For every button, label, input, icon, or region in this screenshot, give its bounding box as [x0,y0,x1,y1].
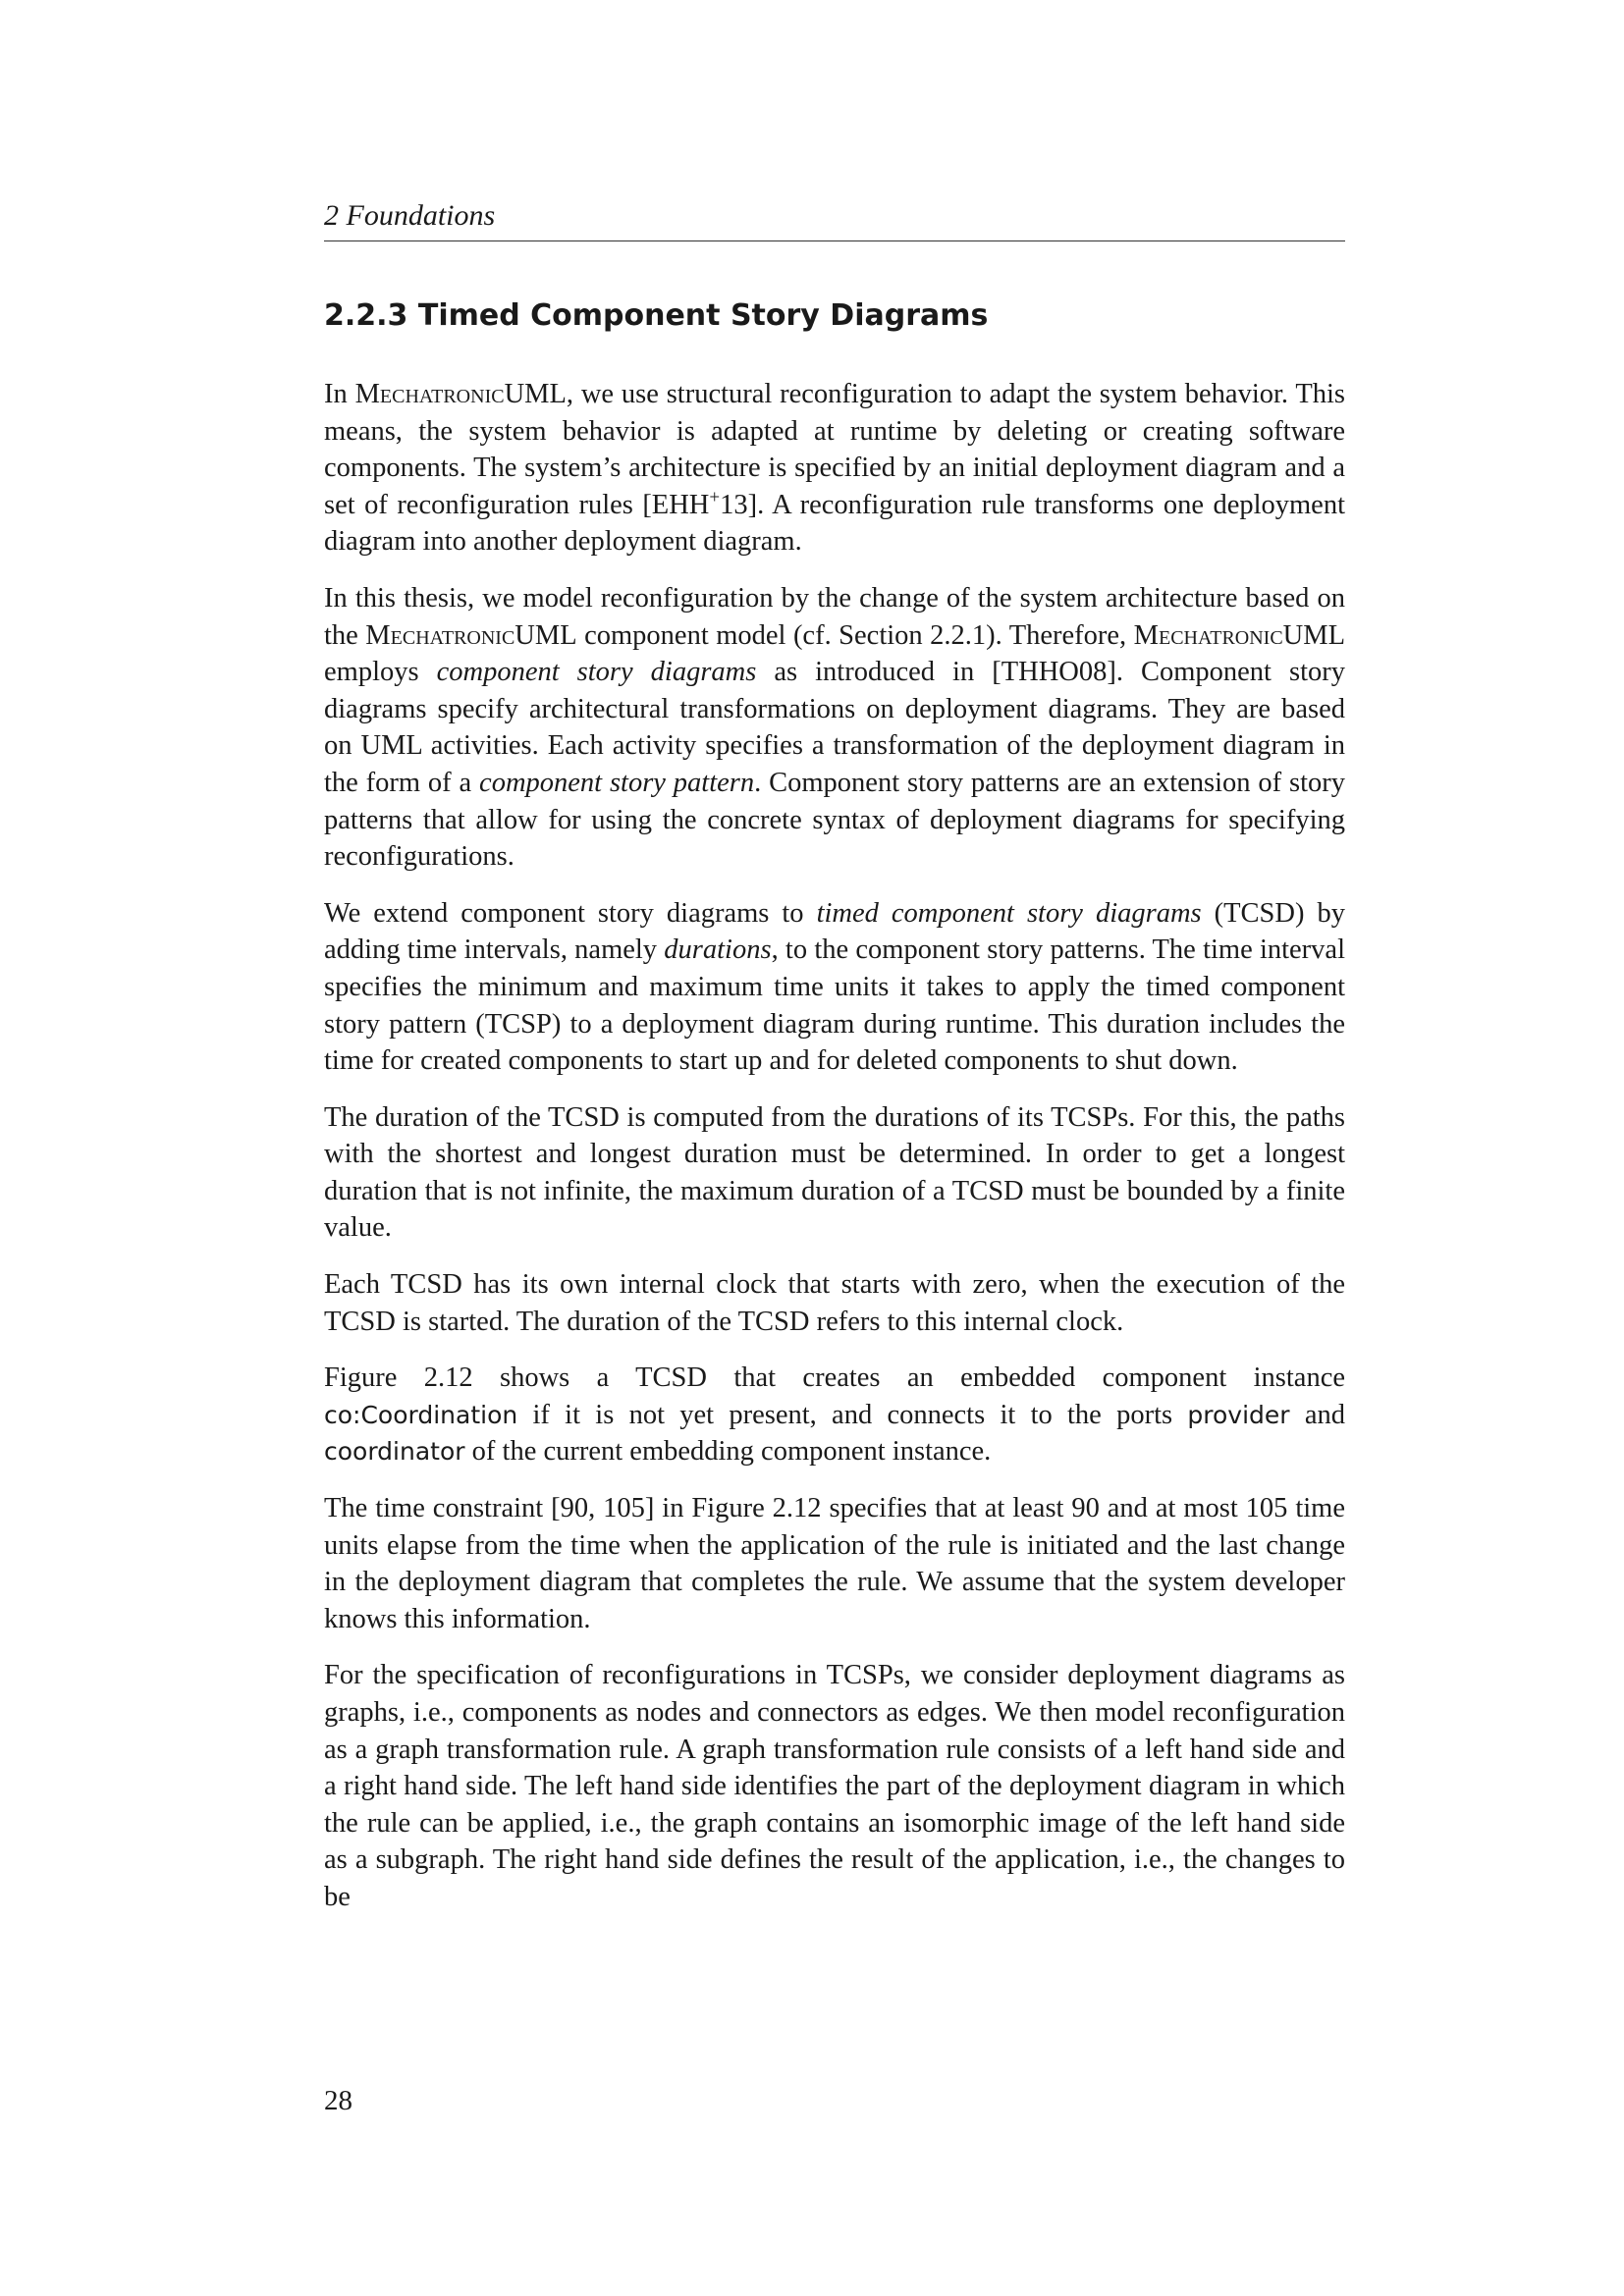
paragraph-6 [324,1360,1345,1470]
section-title: 2.2.3 Timed Component Story Diagrams [324,298,989,333]
text-run: In [324,379,355,409]
emphasis: component story pattern [479,767,755,798]
paragraph-2 [324,580,1345,876]
text-run: and [1289,1399,1345,1430]
text-run: Figure 2.12 shows a TCSD that creates an embedded component instance [324,1362,1345,1394]
emphasis: timed component story diagrams [816,897,1202,929]
paragraph-3 [324,895,1345,1080]
mechatronicuml-term: MechatronicUML [1133,619,1345,651]
paragraph-1 [324,376,1345,561]
text-run: , to the component story patterns. The time interval specifies the minimum and maximum time units it takes to apply the timed component story pattern (TCSP) to a deployment diagram during runtime. This duration includes the time for created components to start up and for deleted components to shut down. [324,934,1345,1077]
emphasis: component story diagrams [436,657,757,688]
text-run: In this thesis, we model reconfiguration by the change of the system architecture based on the [324,582,1345,651]
code-identifier: provider [1187,1400,1290,1429]
page-number: 28 [324,2085,352,2116]
paragraph-5: Each TCSD has its own internal clock that starts with zero, when the execution of the TCSD is started. The duration of the TCSD refers to this internal clock. [324,1269,1345,1337]
text-run: , we use structural reconfiguration to adapt the system behavior. This means, the system behavior is adapted at runtime by deleting or creating software components. The system’s architecture is specified by an initial deployment diagram and a set of reconfiguration rules [EHH [324,379,1345,520]
text-run: . Component story patterns are an extension of story patterns that allow for using the concrete syntax of deployment diagrams for specifying reconfigurations. [324,767,1345,873]
paragraph-8: For the specification of reconfigurations in TCSPs, we consider deployment diagrams as graphs, i.e., components as nodes and connectors as edges. We then model reconfiguration as a graph transformation rule. A graph transformation rule consists of a left hand side and a right hand side. The left hand side identifies the part of the deployment diagram in which the rule can be applied, i.e., the graph contains an isomorphic image of the left hand side as a subgraph. The right hand side defines the result of the application, i.e., the changes to be [324,1660,1345,1912]
mechatronicuml-term: MechatronicUML [354,379,567,409]
text-run: 13]. A reconfiguration rule transforms one deployment diagram into another deployment diagram. [324,489,1345,558]
citation-superscript: + [709,487,721,508]
paragraph-4: The duration of the TCSD is computed from the durations of its TCSPs. For this, the paths with the shortest and longest duration must be determined. In order to get a longest duration that is not infinite, the maximum duration of a TCSD must be bounded by a finite value. [324,1101,1345,1244]
body-text [324,376,1345,1936]
text-run: of the current embedding component instance. [464,1436,992,1468]
text-run: employs [324,657,437,688]
paragraph-7: The time constraint [90, 105] in Figure 2.12 specifies that at least 90 and at most 105 time units elapse from the time when the application of the rule is initiated and the last change in the deployment diagram that completes the rule. We assume that the system developer knows this information. [324,1493,1345,1634]
code-identifier: co:Coordination [324,1400,518,1429]
text-run: We extend component story diagrams to [324,897,817,929]
text-run: component model (cf. Section 2.2.1). Therefore, [576,619,1134,651]
text-run: as introduced in [THHO08]. Component story diagrams specify architectural transformations on deployment diagrams. They are based on UML activities. Each activity specifies a transformation of the deployment diagram in the form of a [324,657,1345,798]
running-head: 2 Foundations [324,199,496,232]
emphasis: durations [664,934,772,966]
code-identifier: coordinator [324,1437,465,1467]
mechatronicuml-term: MechatronicUML [365,619,577,651]
text-run: if it is not yet present, and connects it to the ports [517,1399,1188,1430]
header-rule [324,240,1345,241]
text-run: (TCSD) by adding time intervals, namely [324,897,1345,966]
